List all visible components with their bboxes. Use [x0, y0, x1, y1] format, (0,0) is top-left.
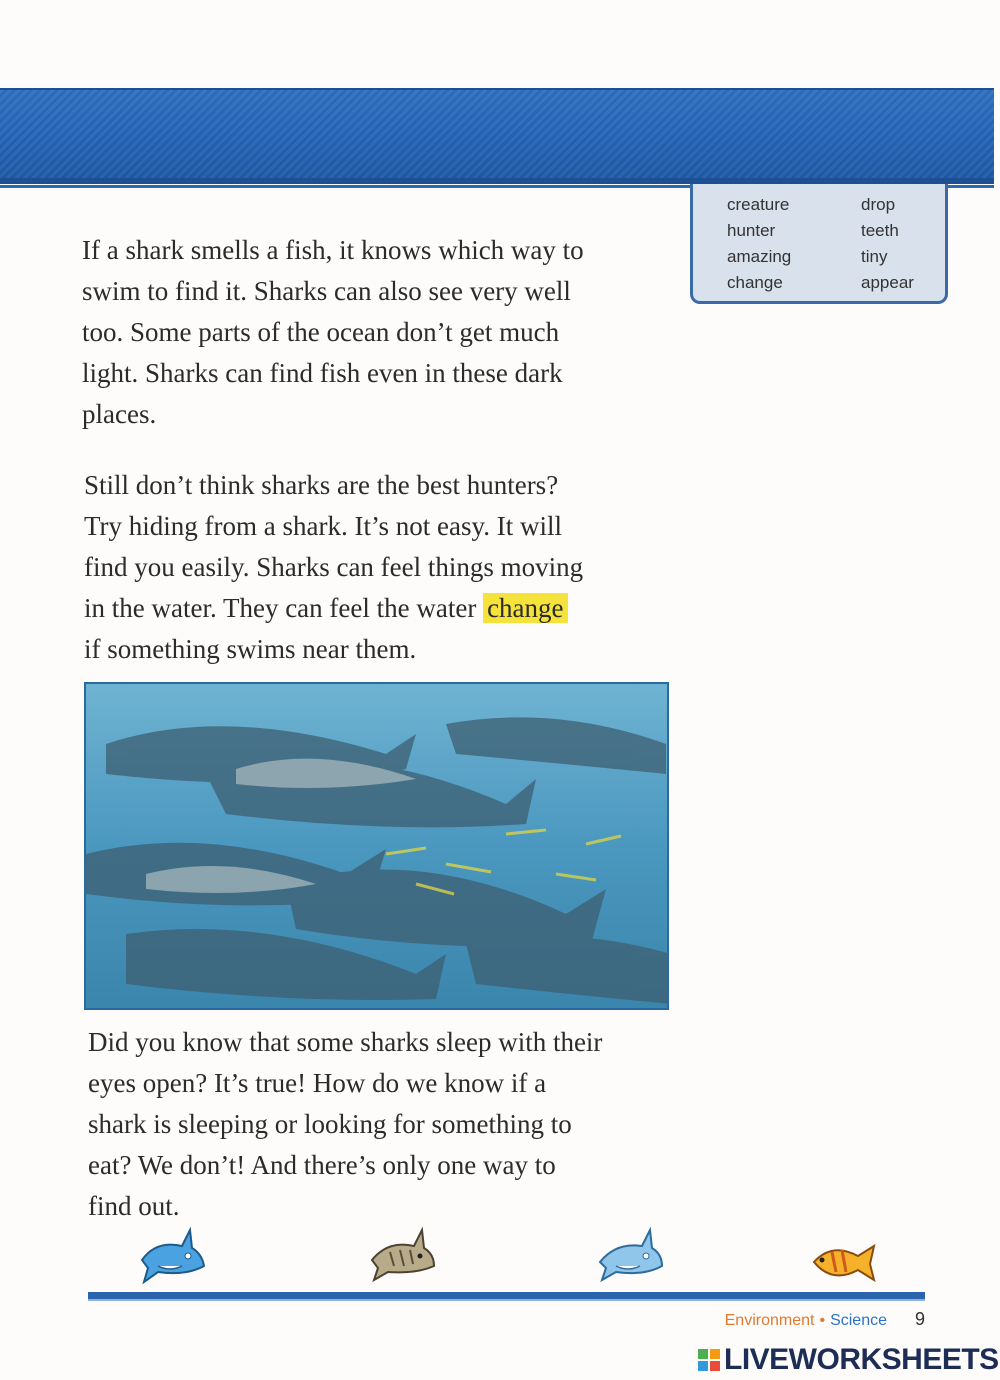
highlighted-word-change[interactable]: change	[483, 593, 567, 623]
text-line: find you easily. Sharks can feel things moving	[84, 552, 584, 582]
tiger-shark-icon	[366, 1224, 438, 1282]
vocab-word: tiny	[861, 247, 888, 266]
footer-subject-science: Science	[830, 1312, 887, 1329]
header-banner	[0, 88, 994, 184]
footer-separator: •	[819, 1312, 826, 1329]
text-line: shark is sleeping or looking for something to	[88, 1109, 572, 1139]
page-number: 9	[914, 1309, 925, 1329]
paragraph-best-hunters	[84, 465, 684, 670]
text-line: Try hiding from a shark. It’s not easy. It will	[84, 511, 562, 541]
vocabulary-column-2	[861, 192, 914, 296]
text-line: Did you know that some sharks sleep with their	[88, 1027, 603, 1057]
blue-shark-icon	[136, 1226, 208, 1284]
text-line: too. Some parts of the ocean don’t get much	[82, 317, 560, 347]
vocabulary-box	[690, 184, 948, 304]
liveworksheets-brand: LIVEWORKSHEETS	[724, 1343, 999, 1376]
text-line: Still don’t think sharks are the best hunters?	[84, 470, 559, 500]
sharks-photo-illustration	[86, 684, 669, 1010]
text-line: places.	[82, 399, 157, 429]
text-line: find out.	[88, 1191, 180, 1221]
vocab-word: hunter	[727, 221, 776, 240]
text-line: light. Sharks can find fish even in these dark	[82, 358, 563, 388]
footer-subject-environment: Environment	[724, 1312, 815, 1329]
vocabulary-column-1	[727, 192, 791, 296]
vocab-word: amazing	[727, 247, 792, 266]
vocab-word: drop	[861, 195, 896, 214]
vocab-word: creature	[727, 195, 790, 214]
paragraph-shark-senses	[82, 230, 682, 435]
text-line	[84, 588, 684, 629]
text-line: If a shark smells a fish, it knows which way to	[82, 235, 584, 265]
vocab-word: teeth	[861, 221, 899, 240]
text-line: swim to find it. Sharks can also see very well	[82, 276, 571, 306]
paragraph-sleeping-sharks	[88, 1022, 688, 1227]
vocab-word: appear	[861, 273, 914, 292]
footer-rule	[88, 1292, 925, 1301]
sharks-underwater-photo	[84, 682, 669, 1010]
liveworksheets-logo-icon	[698, 1349, 720, 1371]
text-segment: in the water. They can feel the water	[84, 593, 484, 623]
light-blue-shark-icon	[596, 1226, 668, 1282]
text-line: eyes open? It’s true! How do we know if a	[88, 1068, 547, 1098]
orange-fish-icon	[806, 1240, 878, 1284]
text-line: if something swims near them.	[84, 634, 417, 664]
page-footer	[725, 1309, 925, 1330]
text-line: eat? We don’t! And there’s only one way to	[88, 1150, 556, 1180]
vocab-word: change	[727, 273, 783, 292]
